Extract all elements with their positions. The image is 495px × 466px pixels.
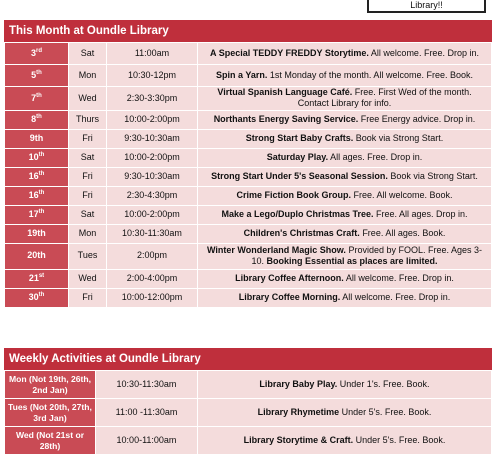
- event-title: Northants Energy Saving Service.: [213, 113, 359, 124]
- weekly-when: Wed (Not 21st or 28th): [5, 427, 96, 455]
- event-description: [198, 129, 492, 148]
- event-row: [5, 65, 492, 87]
- event-weekday: Fri: [69, 186, 107, 205]
- weekly-row: [5, 427, 492, 455]
- event-day: 21: [28, 272, 39, 283]
- event-details: Free. All ages. Drop in.: [373, 208, 468, 219]
- event-details: All welcome. Free. Drop in.: [343, 272, 454, 283]
- weekly-description: [198, 399, 492, 427]
- event-details: Free. First Wed of the month. Contact Library for info.: [297, 87, 472, 109]
- event-day: 30: [28, 291, 39, 302]
- event-time: 10:30-11:30am: [107, 224, 198, 243]
- event-time: 10:00-2:00pm: [107, 148, 198, 167]
- weekly-title: Library Baby Play.: [259, 378, 338, 389]
- event-details: Provided by FOOL. Free. Ages 3-10.: [251, 244, 482, 266]
- weekly-details: Under 1's. Free. Book.: [337, 378, 430, 389]
- event-weekday: Sat: [69, 148, 107, 167]
- event-weekday: Mon: [69, 224, 107, 243]
- event-day: 16: [28, 189, 39, 200]
- event-row: [5, 269, 492, 288]
- event-day-suffix: th: [38, 208, 45, 215]
- event-time: 10:00-2:00pm: [107, 205, 198, 224]
- month-header: This Month at Oundle Library: [4, 20, 492, 42]
- event-time: 2:00-4:00pm: [107, 269, 198, 288]
- event-title: Spin a Yarn.: [216, 69, 268, 80]
- event-row: [5, 43, 492, 65]
- event-description: [198, 148, 492, 167]
- event-day-suffix: th: [36, 69, 42, 76]
- event-day-suffix: th: [36, 92, 42, 99]
- event-day: 9th: [29, 132, 44, 143]
- event-row: [5, 205, 492, 224]
- event-note: Booking Essential as places are limited.: [263, 256, 438, 266]
- event-title: Library Coffee Afternoon.: [235, 272, 344, 283]
- event-date: [5, 243, 69, 269]
- event-date: [5, 129, 69, 148]
- event-weekday: Mon: [69, 65, 107, 87]
- event-time: 10:00-2:00pm: [107, 110, 198, 129]
- event-day: 7: [31, 92, 37, 103]
- event-details: All welcome. Free. Drop in.: [368, 47, 479, 58]
- weekly-header: Weekly Activities at Oundle Library: [4, 348, 492, 370]
- event-details: Free Energy advice. Drop in.: [358, 113, 476, 124]
- event-details: All welcome. Free. Drop in.: [340, 291, 451, 302]
- event-day-suffix: th: [38, 170, 45, 177]
- event-description: [198, 65, 492, 87]
- weekly-panel: [4, 348, 492, 455]
- event-row: [5, 87, 492, 111]
- event-title: Strong Start Under 5's Seasonal Session.: [211, 170, 388, 181]
- event-title: Strong Start Baby Crafts.: [245, 132, 354, 143]
- event-day-suffix: st: [38, 272, 45, 279]
- event-time: 10:30-12pm: [107, 65, 198, 87]
- weekly-description: [198, 371, 492, 399]
- event-title: Winter Wonderland Magic Show.: [207, 244, 346, 255]
- event-row: [5, 110, 492, 129]
- event-date: [5, 167, 69, 186]
- event-title: Virtual Spanish Language Café.: [217, 87, 353, 97]
- event-details: Free. All welcome. Book.: [350, 189, 453, 200]
- event-time: 2:30-4:30pm: [107, 186, 198, 205]
- event-weekday: Fri: [69, 288, 107, 307]
- weekly-title: Library Rhymetime: [257, 406, 340, 417]
- month-panel: [4, 20, 492, 308]
- event-details: Free. All ages. Book.: [359, 227, 446, 238]
- event-description: [198, 243, 492, 269]
- event-title: Saturday Play.: [266, 151, 329, 162]
- event-details: Book via Strong Start.: [353, 132, 444, 143]
- event-details: All ages. Free. Drop in.: [328, 151, 423, 162]
- event-description: [198, 43, 492, 65]
- event-day: 8: [31, 113, 37, 124]
- event-description: [198, 167, 492, 186]
- weekly-time: 10:30-11:30am: [96, 371, 198, 399]
- weekly-table: [4, 370, 492, 455]
- weekly-row: [5, 399, 492, 427]
- weekly-description: [198, 427, 492, 455]
- event-date: [5, 87, 69, 111]
- event-date: [5, 205, 69, 224]
- event-row: [5, 224, 492, 243]
- event-date: [5, 269, 69, 288]
- event-weekday: Wed: [69, 87, 107, 111]
- event-title: Make a Lego/Duplo Christmas Tree.: [221, 208, 374, 219]
- event-description: [198, 205, 492, 224]
- event-date: [5, 288, 69, 307]
- weekly-title: Library Storytime & Craft.: [243, 434, 354, 445]
- weekly-details: Under 5's. Free. Book.: [353, 434, 446, 445]
- weekly-details: Under 5's. Free. Book.: [339, 406, 432, 417]
- event-time: 11:00am: [107, 43, 198, 65]
- event-description: [198, 288, 492, 307]
- weekly-row: [5, 371, 492, 399]
- event-weekday: Wed: [69, 269, 107, 288]
- event-time: 9:30-10:30am: [107, 167, 198, 186]
- weekly-when: Mon (Not 19th, 26th, 2nd Jan): [5, 371, 96, 399]
- event-day-suffix: th: [38, 189, 45, 196]
- event-weekday: Sat: [69, 205, 107, 224]
- event-date: [5, 43, 69, 65]
- event-title: Library Coffee Morning.: [238, 291, 341, 302]
- event-weekday: Fri: [69, 167, 107, 186]
- event-title: A Special TEDDY FREDDY Storytime.: [210, 47, 369, 58]
- event-row: [5, 186, 492, 205]
- event-day: 5: [31, 69, 37, 80]
- event-weekday: Tues: [69, 243, 107, 269]
- event-details: 1st Monday of the month. All welcome. Free. Book.: [267, 69, 473, 80]
- event-row: [5, 243, 492, 269]
- notice-box: [367, 0, 486, 13]
- event-time: 9:30-10:30am: [107, 129, 198, 148]
- weekly-time: 11:00 -11:30am: [96, 399, 198, 427]
- event-row: [5, 288, 492, 307]
- month-events-table: [4, 42, 492, 308]
- event-date: [5, 224, 69, 243]
- notice-text: Library!!: [410, 0, 443, 10]
- event-title: Children's Christmas Craft.: [243, 227, 360, 238]
- event-day: 17: [28, 208, 39, 219]
- event-description: [198, 269, 492, 288]
- event-day: 10: [28, 151, 39, 162]
- event-date: [5, 110, 69, 129]
- event-weekday: Sat: [69, 43, 107, 65]
- event-day-suffix: rd: [36, 47, 42, 54]
- event-day: 16: [28, 170, 39, 181]
- event-date: [5, 186, 69, 205]
- event-time: 2:00pm: [107, 243, 198, 269]
- event-weekday: Fri: [69, 129, 107, 148]
- event-row: [5, 167, 492, 186]
- event-day: 19th: [27, 227, 46, 238]
- event-description: [198, 186, 492, 205]
- event-day: 3: [30, 47, 36, 58]
- event-day-suffix: th: [38, 151, 45, 158]
- weekly-time: 10:00-11:00am: [96, 427, 198, 455]
- event-day-suffix: th: [38, 291, 45, 298]
- event-date: [5, 65, 69, 87]
- event-weekday: Thurs: [69, 110, 107, 129]
- event-description: [198, 110, 492, 129]
- event-time: 2:30-3:30pm: [107, 87, 198, 111]
- event-row: [5, 148, 492, 167]
- weekly-when: Tues (Not 20th, 27th, 3rd Jan): [5, 399, 96, 427]
- event-details: Book via Strong Start.: [387, 170, 478, 181]
- event-description: [198, 224, 492, 243]
- event-row: [5, 129, 492, 148]
- event-date: [5, 148, 69, 167]
- event-title: Crime Fiction Book Group.: [236, 189, 351, 200]
- event-time: 10:00-12:00pm: [107, 288, 198, 307]
- event-description: [198, 87, 492, 111]
- event-day-suffix: th: [36, 113, 42, 120]
- event-day: 20th: [27, 250, 46, 261]
